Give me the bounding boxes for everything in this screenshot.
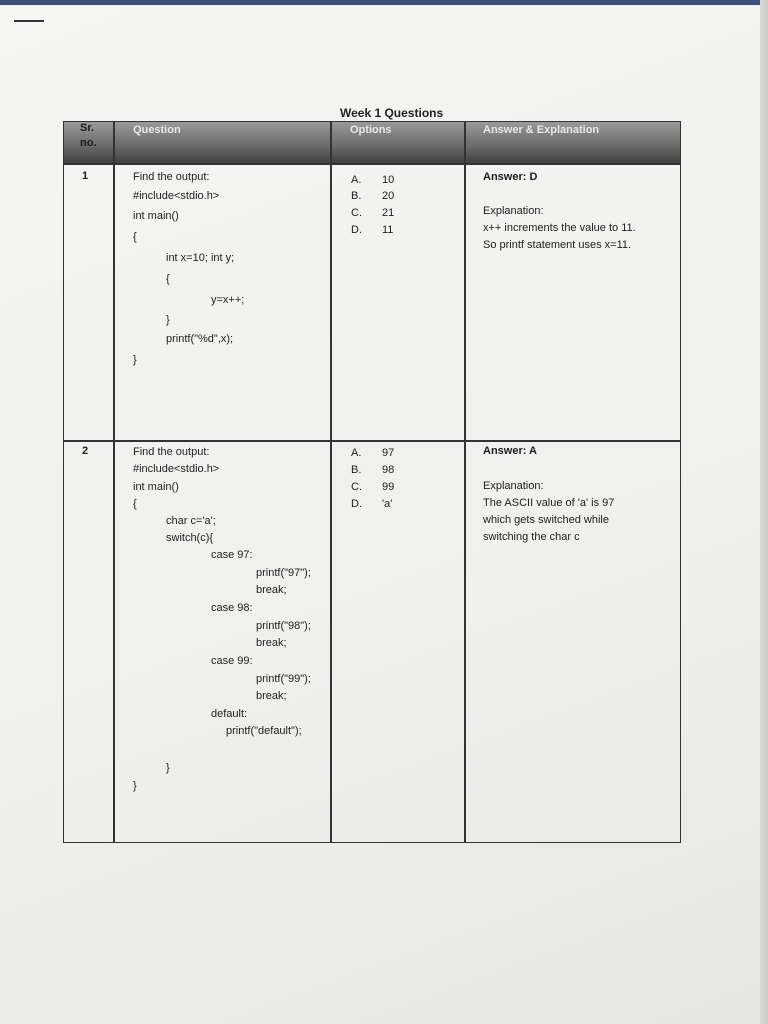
- row-2-question-line: }: [166, 762, 170, 774]
- row-2-question-line: printf("98");: [256, 620, 311, 632]
- row-1-option-value: 20: [382, 190, 395, 202]
- header-answer: Answer & Explanation: [483, 124, 600, 136]
- row-2-option-letter: D.: [351, 498, 362, 510]
- row-2-option-letter: B.: [351, 464, 362, 476]
- row-2-question-line: int main(): [133, 481, 179, 493]
- row-1-option-letter: A.: [351, 174, 362, 186]
- row-1-question-line: int main(): [133, 210, 179, 222]
- header-options: Options: [350, 124, 392, 136]
- row-2-question-line: break;: [256, 584, 287, 596]
- row-2-answer: Answer: A: [483, 445, 537, 457]
- row-1-question-line: #include<stdio.h>: [133, 190, 220, 202]
- row-1-explanation-label: Explanation:: [483, 205, 544, 217]
- page-title: Week 1 Questions: [340, 106, 444, 120]
- row-2-question-line: break;: [256, 637, 287, 649]
- row-1-question-line: y=x++;: [211, 294, 245, 306]
- row-2-explanation-line: The ASCII value of 'a' is 97: [483, 497, 615, 509]
- row-1-sno: 1: [82, 170, 89, 182]
- row-2-option-value: 99: [382, 481, 395, 493]
- row-1-explanation-line: So printf statement uses x=11.: [483, 239, 632, 251]
- row-2-question-line: }: [133, 780, 137, 792]
- row-2-explanation-line: which gets switched while: [483, 514, 609, 526]
- row-2-question-line: case 98:: [211, 602, 253, 614]
- row-1-question-line: {: [133, 231, 137, 243]
- row-2-question-line: {: [133, 498, 137, 510]
- row-2-explanation-line: switching the char c: [483, 531, 580, 543]
- header-sr-no: Sr.: [80, 122, 95, 134]
- header-sr-no-2: no.: [80, 137, 97, 149]
- row-2-question-line: printf("default");: [226, 725, 302, 737]
- row-2-question-line: switch(c){: [166, 532, 214, 544]
- row-2-option-letter: A.: [351, 447, 362, 459]
- row-1-question-line: Find the output:: [133, 171, 210, 183]
- row-1-option-letter: B.: [351, 190, 362, 202]
- row-1-question-line: int x=10; int y;: [166, 252, 235, 264]
- row-2-question-line: break;: [256, 690, 287, 702]
- row-1-answer: Answer: D: [483, 171, 538, 183]
- row-divider: [63, 163, 681, 165]
- row-divider: [63, 440, 681, 442]
- row-2-question-line: char c='a';: [166, 515, 216, 527]
- row-2-question-line: case 99:: [211, 655, 253, 667]
- row-2-option-letter: C.: [351, 481, 362, 493]
- row-1-option-value: 10: [382, 174, 395, 186]
- row-1-question-line: }: [133, 354, 137, 366]
- column-divider: [464, 121, 466, 843]
- row-2-question-line: Find the output:: [133, 446, 210, 458]
- row-1-question-line: }: [166, 314, 170, 326]
- row-1-option-value: 21: [382, 207, 395, 219]
- column-divider: [330, 121, 332, 843]
- row-1-option-letter: C.: [351, 207, 362, 219]
- row-2-question-line: case 97:: [211, 549, 253, 561]
- row-1-option-value: 11: [382, 224, 394, 236]
- row-1-option-letter: D.: [351, 224, 362, 236]
- paper-edge: [760, 0, 768, 1024]
- row-1-question-line: printf("%d",x);: [166, 333, 234, 345]
- column-divider: [113, 121, 115, 843]
- row-2-question-line: #include<stdio.h>: [133, 463, 220, 475]
- row-2-explanation-label: Explanation:: [483, 480, 544, 492]
- header-question: Question: [133, 124, 181, 136]
- row-2-option-value: 98: [382, 464, 395, 476]
- row-1-explanation-line: x++ increments the value to 11.: [483, 222, 636, 234]
- pen-mark: [14, 20, 44, 22]
- row-2-option-value: 97: [382, 447, 395, 459]
- row-2-question-line: printf("97");: [256, 567, 311, 579]
- row-2-question-line: printf("99");: [256, 673, 311, 685]
- row-2-sno: 2: [82, 445, 89, 457]
- row-2-option-value: 'a': [382, 498, 393, 510]
- row-2-question-line: default:: [211, 708, 248, 720]
- row-1-question-line: {: [166, 273, 170, 285]
